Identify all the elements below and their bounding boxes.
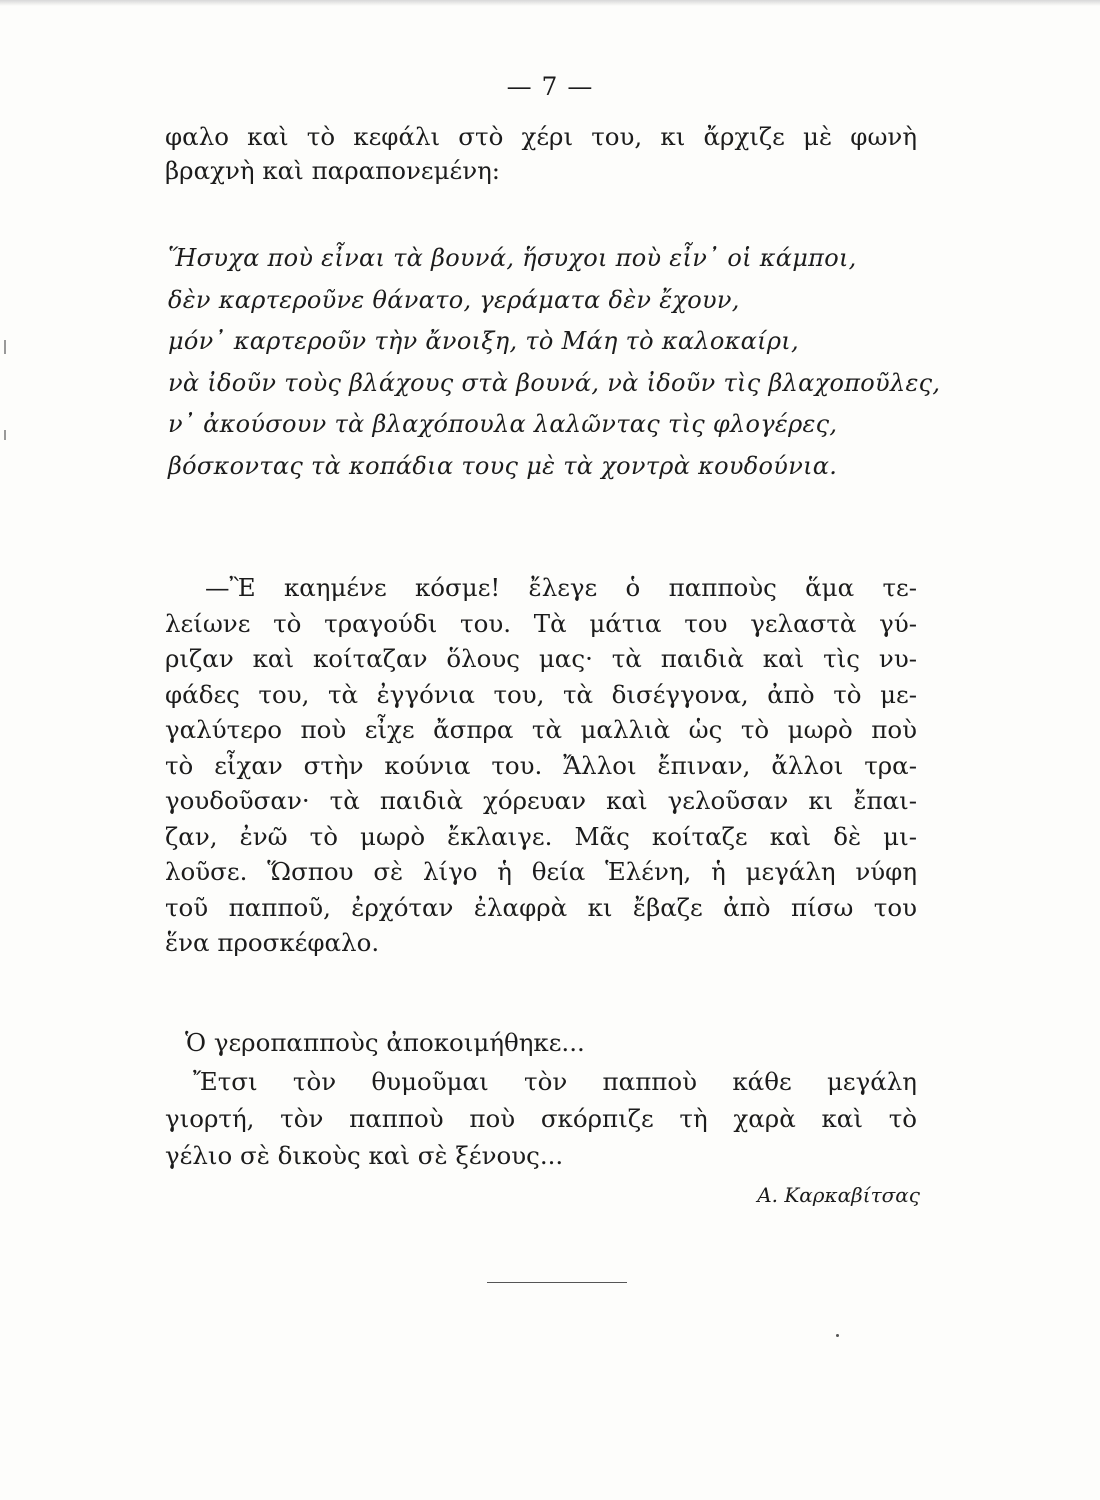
text-line: γιορτή, τὸν παπποὺ ποὺ σκόρπιζε τὴ χαρὰ καὶ τὸ xyxy=(165,1104,917,1133)
scan-top-edge xyxy=(0,0,1100,6)
text-line: λείωνε τὸ τραγούδι του. Τὰ μάτια του γελαστὰ γύ- xyxy=(165,608,917,638)
text-line: φαλο καὶ τὸ κεφάλι στὸ χέρι του, κι ἄρχιζε μὲ φωνὴ xyxy=(165,122,917,151)
page-number: — 7 — xyxy=(506,72,594,101)
margin-mark xyxy=(4,340,6,354)
text-line: —Ἒ καημένε κόσμε! ἔλεγε ὁ παπποὺς ἅμα τε- xyxy=(205,573,917,602)
text-line: ἕνα προσκέφαλο. xyxy=(165,928,380,957)
poem-line: μόν᾽ καρτεροῦν τὴν ἄνοιξη, τὸ Μάη τὸ καλοκαίρι, xyxy=(168,327,799,355)
text-line: λοῦσε. Ὥσπου σὲ λίγο ἡ θεία Ἑλένη, ἡ μεγάλη νύφη xyxy=(165,857,917,886)
text-line: ζαν, ἐνῶ τὸ μωρὸ ἔκλαιγε. Μᾶς κοίταζε καὶ δὲ μι- xyxy=(165,821,917,851)
closing-rule xyxy=(487,1282,627,1283)
paragraph-1 xyxy=(165,570,917,961)
poem-stanza xyxy=(168,238,941,487)
opening-paragraph xyxy=(165,120,917,188)
text-line: τοῦ παπποῦ, ἐρχόταν ἐλαφρὰ κι ἔβαζε ἀπὸ πίσω του xyxy=(165,892,917,922)
poem-line: ν᾽ ἀκούσουν τὰ βλαχόπουλα λαλῶντας τὶς φλογέρες, xyxy=(168,410,838,438)
poem-line: βόσκοντας τὰ κοπάδια τους μὲ τὰ χοντρὰ κουδούνια. xyxy=(168,451,838,480)
paragraph-3 xyxy=(165,1063,917,1174)
poem-line: νὰ ἰδοῦν τοὺς βλάχους στὰ βουνά, νὰ ἰδοῦν τὶς βλαχοποῦλες, xyxy=(168,368,941,397)
poem-line: Ἥσυχα ποὺ εἶναι τὰ βουνά, ἥσυχοι ποὺ εἶν᾽ οἱ κάμποι, xyxy=(168,244,857,272)
text-line: τὸ εἶχαν στὴν κούνια του. Ἄλλοι ἔπιναν, ἄλλοι τρα- xyxy=(165,750,917,780)
text-line: Ἔτσι τὸν θυμοῦμαι τὸν παπποὺ κάθε μεγάλη xyxy=(193,1067,917,1096)
text-line: γαλύτερο ποὺ εἶχε ἄσπρα τὰ μαλλιὰ ὡς τὸ μωρὸ ποὺ xyxy=(165,715,917,744)
author-signature: Α. Καρκαβίτσας xyxy=(757,1183,920,1207)
text-line: ριζαν καὶ κοίταζαν ὅλους μας· τὰ παιδιὰ καὶ τὶς νυ- xyxy=(165,644,917,673)
text-line: βραχνὴ καὶ παραπονεμένη: xyxy=(165,156,501,185)
scan-speck xyxy=(836,1334,839,1337)
text-line: γουδοῦσαν· τὰ παιδιὰ χόρευαν καὶ γελοῦσαν κι ἔπαι- xyxy=(165,786,917,815)
paragraph-2 xyxy=(165,1026,917,1060)
text-line: γέλιο σὲ δικοὺς καὶ σὲ ξένους... xyxy=(165,1141,564,1170)
margin-mark xyxy=(4,430,6,440)
poem-line: δὲν καρτεροῦνε θάνατο, γεράματα δὲν ἔχουν, xyxy=(168,285,740,314)
text-line: φάδες του, τὰ ἐγγόνια του, τὰ δισέγγονα, ἀπὸ τὸ με- xyxy=(165,679,917,709)
text-line: Ὁ γεροπαπποὺς ἀποκοιμήθηκε... xyxy=(185,1028,585,1057)
